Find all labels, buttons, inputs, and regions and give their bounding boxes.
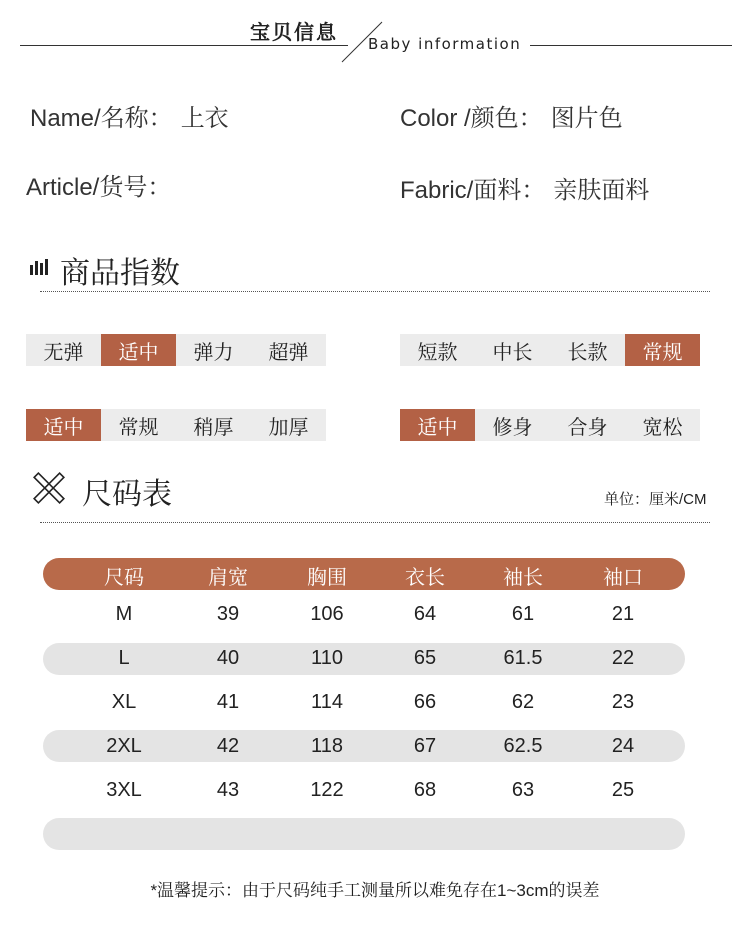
info-name xyxy=(30,98,229,133)
info-color-label: Color /颜色： xyxy=(400,105,543,132)
index-group-fit xyxy=(400,409,700,441)
info-fabric xyxy=(400,170,649,205)
table-cell: 41 xyxy=(216,691,240,713)
table-cell: 3XL xyxy=(106,779,142,801)
table-cell: 118 xyxy=(311,735,343,757)
index-group-stretch xyxy=(26,334,326,366)
table-header-cell: 袖长 xyxy=(503,567,543,589)
table-cell: 61.5 xyxy=(503,647,543,669)
index-option: 超弹 xyxy=(268,341,309,364)
index-option: 长款 xyxy=(567,341,608,364)
index-option-selected: 适中 xyxy=(400,409,475,441)
index-option: 合身 xyxy=(567,416,608,439)
index-option: 弹力 xyxy=(193,341,234,364)
table-cell: 68 xyxy=(413,779,437,801)
table-cell: 22 xyxy=(611,647,635,669)
index-option-selected: 常规 xyxy=(625,334,700,366)
table-cell: 64 xyxy=(413,603,437,625)
table-cell: XL xyxy=(111,691,137,713)
table-cell: 61 xyxy=(511,603,535,625)
info-color-value: 图片色 xyxy=(550,105,623,132)
header-rule-left xyxy=(20,45,348,46)
table-header-cell: 胸围 xyxy=(307,567,347,589)
info-color xyxy=(400,98,623,133)
ruler-pencil-icon xyxy=(33,472,65,504)
table-header-cell: 袖口 xyxy=(603,567,643,589)
index-group-thickness xyxy=(26,409,326,441)
table-cell: 43 xyxy=(216,779,240,801)
table-cell: 65 xyxy=(413,647,437,669)
table-header-cell: 衣长 xyxy=(405,567,445,589)
table-cell: 106 xyxy=(310,603,344,625)
index-option: 短款 xyxy=(417,341,458,364)
info-article xyxy=(26,167,179,202)
table-header-cell: 肩宽 xyxy=(208,567,248,589)
header-rule-right xyxy=(530,45,732,46)
index-option: 中长 xyxy=(492,341,533,364)
header-title-cn: 宝贝信息 xyxy=(250,22,338,44)
info-article-label: Article/货号： xyxy=(26,174,172,201)
table-cell: 24 xyxy=(611,735,635,757)
table-cell: 42 xyxy=(216,735,240,757)
table-cell: 25 xyxy=(611,779,635,801)
table-cell: 63 xyxy=(511,779,535,801)
info-fabric-value: 亲肤面料 xyxy=(553,177,650,204)
index-option: 宽松 xyxy=(642,416,683,439)
index-option-selected: 适中 xyxy=(26,409,101,441)
index-group-length xyxy=(400,334,700,366)
table-row-stripe xyxy=(43,643,685,675)
table-cell: 66 xyxy=(413,691,437,713)
header-title-en: Baby information xyxy=(368,35,522,53)
table-cell: 40 xyxy=(216,647,240,669)
index-section-title: 商品指数 xyxy=(60,257,180,290)
table-cell: 114 xyxy=(311,691,343,713)
table-cell: 122 xyxy=(310,779,344,801)
unit-label: 单位：厘米/CM xyxy=(604,491,707,508)
index-option-selected: 适中 xyxy=(101,334,176,366)
info-name-label: Name/名称： xyxy=(30,105,173,132)
table-cell: 62.5 xyxy=(503,735,543,757)
table-row-stripe xyxy=(43,818,685,850)
index-option: 稍厚 xyxy=(193,416,234,439)
index-divider xyxy=(40,291,710,292)
table-header-cell: 尺码 xyxy=(104,567,144,589)
bar-chart-icon xyxy=(30,259,48,275)
table-cell: 110 xyxy=(311,647,343,669)
table-cell: 67 xyxy=(413,735,437,757)
index-option: 修身 xyxy=(492,416,533,439)
table-cell: 39 xyxy=(216,603,240,625)
table-cell: 2XL xyxy=(106,735,142,757)
size-divider xyxy=(40,522,710,523)
measurement-note: *温馨提示：由于尺码纯手工测量所以难免存在1~3cm的误差 xyxy=(150,881,600,900)
table-cell: M xyxy=(115,603,133,625)
table-cell: 21 xyxy=(611,603,635,625)
table-cell: L xyxy=(118,647,130,669)
size-section-title: 尺码表 xyxy=(82,478,172,511)
index-option: 常规 xyxy=(118,416,159,439)
table-cell: 62 xyxy=(511,691,535,713)
index-option: 无弹 xyxy=(43,341,84,364)
info-name-value: 上衣 xyxy=(180,105,229,132)
index-option: 加厚 xyxy=(268,416,309,439)
info-fabric-label: Fabric/面料： xyxy=(400,177,546,204)
table-cell: 23 xyxy=(611,691,635,713)
